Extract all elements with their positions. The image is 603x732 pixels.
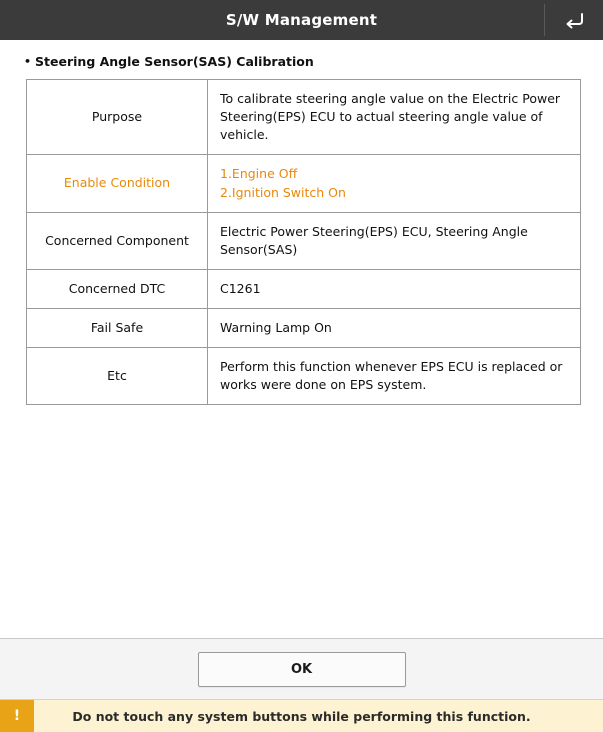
row-value-line: To calibrate steering angle value on the Electric Power: [220, 91, 561, 106]
row-value-line: works were done on EPS system.: [220, 377, 427, 393]
table-row: [27, 309, 581, 348]
function-info-table: [26, 79, 581, 405]
back-button[interactable]: [545, 0, 603, 40]
row-value-line: C1261: [220, 280, 261, 296]
table-row: [27, 155, 581, 212]
row-label: Purpose: [27, 80, 208, 155]
row-label-line: Concerned Component: [45, 232, 189, 248]
row-value: [208, 309, 581, 348]
row-value-line: vehicle.: [220, 127, 269, 143]
table-row: [27, 80, 581, 155]
warning-message: Do not touch any system buttons while performing this function.: [72, 708, 531, 724]
row-label: Etc: [27, 348, 208, 405]
row-label: Concerned DTC: [27, 269, 208, 308]
table-row: [27, 348, 581, 405]
row-label: [27, 212, 208, 269]
row-value: [208, 348, 581, 405]
section-heading-label: Steering Angle Sensor(SAS) Calibration: [35, 54, 314, 69]
row-value: [208, 80, 581, 155]
row-value-line: Perform this function whenever EPS ECU is replaced or: [220, 359, 563, 375]
bullet-marker: •: [24, 55, 32, 68]
page-title: S/W Management: [225, 11, 378, 29]
row-value-line: Warning Lamp On: [220, 320, 332, 335]
table-row: [27, 212, 581, 269]
row-value-line: Steering(EPS) ECU to actual steering angle value of: [220, 109, 543, 125]
row-value-line: 1.Engine Off: [220, 166, 298, 182]
row-value-line: 2.Ignition Switch On: [220, 184, 346, 200]
warning-exclamation-icon: !: [0, 700, 34, 732]
back-arrow-icon: [562, 10, 586, 30]
title-bar: [0, 0, 603, 40]
row-value-line: Electric Power Steering(EPS) ECU, Steering Angle: [220, 223, 528, 239]
section-heading: [24, 54, 603, 69]
row-value: [208, 269, 581, 308]
content-area: [0, 40, 603, 638]
row-label: Enable Condition: [27, 155, 208, 212]
row-label: Fail Safe: [27, 309, 208, 348]
row-value: [208, 212, 581, 269]
row-value: [208, 155, 581, 212]
warning-bar: [0, 699, 603, 732]
ok-button[interactable]: OK: [198, 652, 406, 687]
row-value-line: Sensor(SAS): [220, 241, 298, 257]
footer-bar: [0, 638, 603, 699]
table-row: [27, 269, 581, 308]
